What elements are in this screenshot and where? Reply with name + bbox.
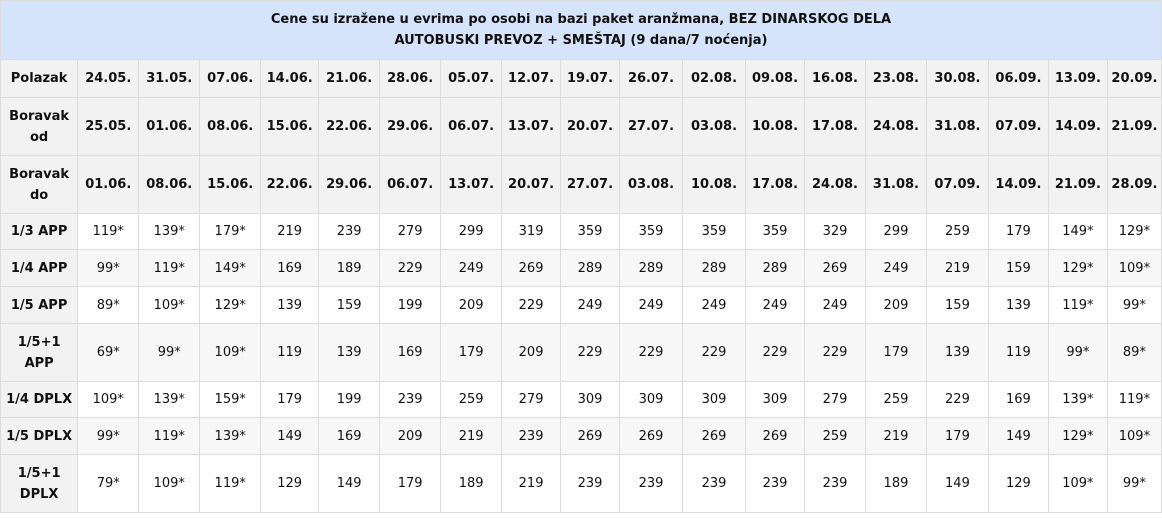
price-cell: 179 — [380, 455, 441, 513]
table-row — [1, 287, 1162, 324]
price-cell: 119* — [78, 214, 139, 250]
price-cell: 239 — [561, 455, 620, 513]
price-cell: 179 — [988, 214, 1048, 250]
date-cell: 01.06. — [78, 156, 139, 214]
price-cell: 309 — [683, 382, 746, 418]
price-cell: 269 — [620, 418, 683, 455]
price-cell: 129* — [200, 287, 261, 324]
table-row — [1, 250, 1162, 287]
price-cell: 329 — [804, 214, 865, 250]
date-cell: 16.08. — [804, 60, 865, 98]
date-cell: 10.08. — [746, 98, 805, 156]
price-cell: 279 — [380, 214, 441, 250]
date-cell: 14.06. — [261, 60, 319, 98]
price-cell: 359 — [683, 214, 746, 250]
date-cell: 07.06. — [200, 60, 261, 98]
price-cell: 229 — [804, 324, 865, 382]
date-cell: 05.07. — [441, 60, 502, 98]
date-cell: 23.08. — [865, 60, 926, 98]
date-cell: 19.07. — [561, 60, 620, 98]
price-cell: 109* — [1107, 250, 1161, 287]
date-cell: 21.09. — [1048, 156, 1107, 214]
date-cell: 13.07. — [502, 98, 561, 156]
price-cell: 259 — [865, 382, 926, 418]
title-line-1: Cene su izražene u evrima po osobi na bazi paket aranžmana, BEZ DINARSKOG DELA — [270, 12, 892, 27]
date-cell: 09.08. — [746, 60, 805, 98]
price-cell: 239 — [319, 214, 380, 250]
price-cell: 139 — [319, 324, 380, 382]
date-cell: 20.07. — [561, 98, 620, 156]
row-label: Polazak — [1, 60, 78, 98]
price-cell: 309 — [620, 382, 683, 418]
date-cell: 24.08. — [865, 98, 926, 156]
date-cell: 31.08. — [926, 98, 988, 156]
price-cell: 209 — [865, 287, 926, 324]
date-cell: 06.07. — [380, 156, 441, 214]
date-cell: 31.08. — [865, 156, 926, 214]
price-cell: 99* — [1107, 287, 1161, 324]
date-cell: 30.08. — [926, 60, 988, 98]
price-cell: 279 — [502, 382, 561, 418]
date-cell: 14.09. — [988, 156, 1048, 214]
date-cell: 25.05. — [78, 98, 139, 156]
price-cell: 189 — [319, 250, 380, 287]
price-cell: 259 — [804, 418, 865, 455]
price-cell: 219 — [502, 455, 561, 513]
price-cell: 359 — [620, 214, 683, 250]
price-cell: 69* — [78, 324, 139, 382]
price-cell: 109* — [78, 382, 139, 418]
price-cell: 259 — [441, 382, 502, 418]
date-cell: 28.09. — [1107, 156, 1161, 214]
room-type-label: 1/4 DPLX — [1, 382, 78, 418]
price-cell: 169 — [319, 418, 380, 455]
price-cell: 289 — [683, 250, 746, 287]
price-cell: 219 — [865, 418, 926, 455]
date-cell: 07.09. — [926, 156, 988, 214]
date-cell: 08.06. — [139, 156, 200, 214]
price-cell: 219 — [926, 250, 988, 287]
price-cell: 99* — [1048, 324, 1107, 382]
price-cell: 219 — [261, 214, 319, 250]
price-cell: 249 — [620, 287, 683, 324]
date-cell: 20.09. — [1107, 60, 1161, 98]
price-cell: 109* — [139, 455, 200, 513]
date-cell: 24.05. — [78, 60, 139, 98]
price-cell: 179 — [261, 382, 319, 418]
date-cell: 21.06. — [319, 60, 380, 98]
price-cell: 259 — [926, 214, 988, 250]
price-cell: 129* — [1048, 418, 1107, 455]
price-cell: 149* — [1048, 214, 1107, 250]
price-cell: 149 — [926, 455, 988, 513]
price-cell: 239 — [620, 455, 683, 513]
price-cell: 309 — [561, 382, 620, 418]
price-cell: 239 — [683, 455, 746, 513]
price-cell: 309 — [746, 382, 805, 418]
price-cell: 119* — [200, 455, 261, 513]
date-cell: 29.06. — [319, 156, 380, 214]
price-cell: 209 — [441, 287, 502, 324]
price-cell: 139* — [139, 214, 200, 250]
date-cell: 01.06. — [139, 98, 200, 156]
price-cell: 129 — [261, 455, 319, 513]
header-row — [1, 156, 1162, 214]
date-cell: 31.05. — [139, 60, 200, 98]
price-cell: 249 — [746, 287, 805, 324]
price-cell: 89* — [78, 287, 139, 324]
price-cell: 239 — [502, 418, 561, 455]
price-cell: 289 — [620, 250, 683, 287]
price-cell: 149 — [988, 418, 1048, 455]
price-cell: 119 — [988, 324, 1048, 382]
date-cell: 03.08. — [683, 98, 746, 156]
price-cell: 149 — [261, 418, 319, 455]
price-cell: 269 — [804, 250, 865, 287]
header-row — [1, 98, 1162, 156]
price-cell: 119* — [139, 250, 200, 287]
room-type-label: 1/5 DPLX — [1, 418, 78, 455]
price-cell: 269 — [683, 418, 746, 455]
price-cell: 249 — [441, 250, 502, 287]
price-cell: 109* — [1107, 418, 1161, 455]
price-cell: 269 — [561, 418, 620, 455]
table-row — [1, 382, 1162, 418]
price-cell: 139* — [1048, 382, 1107, 418]
date-cell: 29.06. — [380, 98, 441, 156]
price-cell: 139* — [200, 418, 261, 455]
date-cell: 06.09. — [988, 60, 1048, 98]
price-cell: 229 — [926, 382, 988, 418]
price-cell: 229 — [683, 324, 746, 382]
price-cell: 199 — [380, 287, 441, 324]
price-cell: 229 — [746, 324, 805, 382]
date-cell: 10.08. — [683, 156, 746, 214]
price-cell: 169 — [988, 382, 1048, 418]
price-cell: 209 — [380, 418, 441, 455]
price-cell: 249 — [804, 287, 865, 324]
price-cell: 119* — [1048, 287, 1107, 324]
price-cell: 149 — [319, 455, 380, 513]
price-cell: 319 — [502, 214, 561, 250]
price-cell: 159* — [200, 382, 261, 418]
date-cell: 14.09. — [1048, 98, 1107, 156]
price-cell: 99* — [78, 418, 139, 455]
price-cell: 229 — [380, 250, 441, 287]
price-cell: 159 — [319, 287, 380, 324]
date-cell: 06.07. — [441, 98, 502, 156]
date-cell: 15.06. — [200, 156, 261, 214]
date-cell: 15.06. — [261, 98, 319, 156]
date-cell: 27.07. — [561, 156, 620, 214]
date-cell: 24.08. — [804, 156, 865, 214]
price-cell: 99* — [1107, 455, 1161, 513]
date-cell: 03.08. — [620, 156, 683, 214]
price-cell: 249 — [561, 287, 620, 324]
price-cell: 159 — [926, 287, 988, 324]
price-cell: 179 — [926, 418, 988, 455]
price-cell: 99* — [139, 324, 200, 382]
price-cell: 79* — [78, 455, 139, 513]
price-cell: 239 — [380, 382, 441, 418]
price-cell: 189 — [865, 455, 926, 513]
date-cell: 28.06. — [380, 60, 441, 98]
price-cell: 239 — [804, 455, 865, 513]
price-cell: 119 — [261, 324, 319, 382]
price-cell: 279 — [804, 382, 865, 418]
price-cell: 289 — [746, 250, 805, 287]
room-type-label: 1/5 APP — [1, 287, 78, 324]
price-cell: 129* — [1048, 250, 1107, 287]
date-cell: 02.08. — [683, 60, 746, 98]
table-row — [1, 324, 1162, 382]
date-cell: 22.06. — [261, 156, 319, 214]
date-cell: 07.09. — [988, 98, 1048, 156]
price-cell: 169 — [380, 324, 441, 382]
price-cell: 99* — [78, 250, 139, 287]
date-cell: 17.08. — [804, 98, 865, 156]
price-cell: 249 — [865, 250, 926, 287]
price-cell: 269 — [746, 418, 805, 455]
price-cell: 139* — [139, 382, 200, 418]
date-cell: 08.06. — [200, 98, 261, 156]
room-type-label: 1/5+1 APP — [1, 324, 78, 382]
date-cell: 21.09. — [1107, 98, 1161, 156]
title-line-2: AUTOBUSKI PREVOZ + SMEŠTAJ (9 dana/7 noćenja) — [394, 33, 768, 48]
table-row — [1, 455, 1162, 513]
price-cell: 119* — [139, 418, 200, 455]
date-cell: 12.07. — [502, 60, 561, 98]
price-cell: 109* — [139, 287, 200, 324]
price-cell: 89* — [1107, 324, 1161, 382]
price-cell: 139 — [926, 324, 988, 382]
date-cell: 13.09. — [1048, 60, 1107, 98]
price-cell: 169 — [261, 250, 319, 287]
price-cell: 269 — [502, 250, 561, 287]
price-cell: 119* — [1107, 382, 1161, 418]
table-title — [1, 1, 1162, 60]
date-cell: 22.06. — [319, 98, 380, 156]
date-cell: 13.07. — [441, 156, 502, 214]
price-cell: 299 — [441, 214, 502, 250]
price-cell: 289 — [561, 250, 620, 287]
date-cell: 27.07. — [620, 98, 683, 156]
room-type-label: 1/4 APP — [1, 250, 78, 287]
price-cell: 219 — [441, 418, 502, 455]
price-cell: 179* — [200, 214, 261, 250]
price-cell: 299 — [865, 214, 926, 250]
price-cell: 249 — [683, 287, 746, 324]
price-cell: 109* — [200, 324, 261, 382]
price-cell: 229 — [620, 324, 683, 382]
room-type-label: 1/3 APP — [1, 214, 78, 250]
table-row — [1, 418, 1162, 455]
price-cell: 149* — [200, 250, 261, 287]
row-label: Boravak do — [1, 156, 78, 214]
price-cell: 199 — [319, 382, 380, 418]
header-row — [1, 60, 1162, 98]
price-cell: 139 — [988, 287, 1048, 324]
price-cell: 159 — [988, 250, 1048, 287]
date-cell: 17.08. — [746, 156, 805, 214]
price-cell: 139 — [261, 287, 319, 324]
price-cell: 129 — [988, 455, 1048, 513]
price-cell: 359 — [746, 214, 805, 250]
price-cell: 209 — [502, 324, 561, 382]
price-cell: 189 — [441, 455, 502, 513]
row-label: Boravak od — [1, 98, 78, 156]
date-cell: 26.07. — [620, 60, 683, 98]
price-cell: 179 — [865, 324, 926, 382]
price-cell: 359 — [561, 214, 620, 250]
table-row — [1, 214, 1162, 250]
price-cell: 229 — [561, 324, 620, 382]
price-cell: 129* — [1107, 214, 1161, 250]
price-cell: 239 — [746, 455, 805, 513]
price-cell: 229 — [502, 287, 561, 324]
price-cell: 109* — [1048, 455, 1107, 513]
date-cell: 20.07. — [502, 156, 561, 214]
price-cell: 179 — [441, 324, 502, 382]
room-type-label: 1/5+1 DPLX — [1, 455, 78, 513]
